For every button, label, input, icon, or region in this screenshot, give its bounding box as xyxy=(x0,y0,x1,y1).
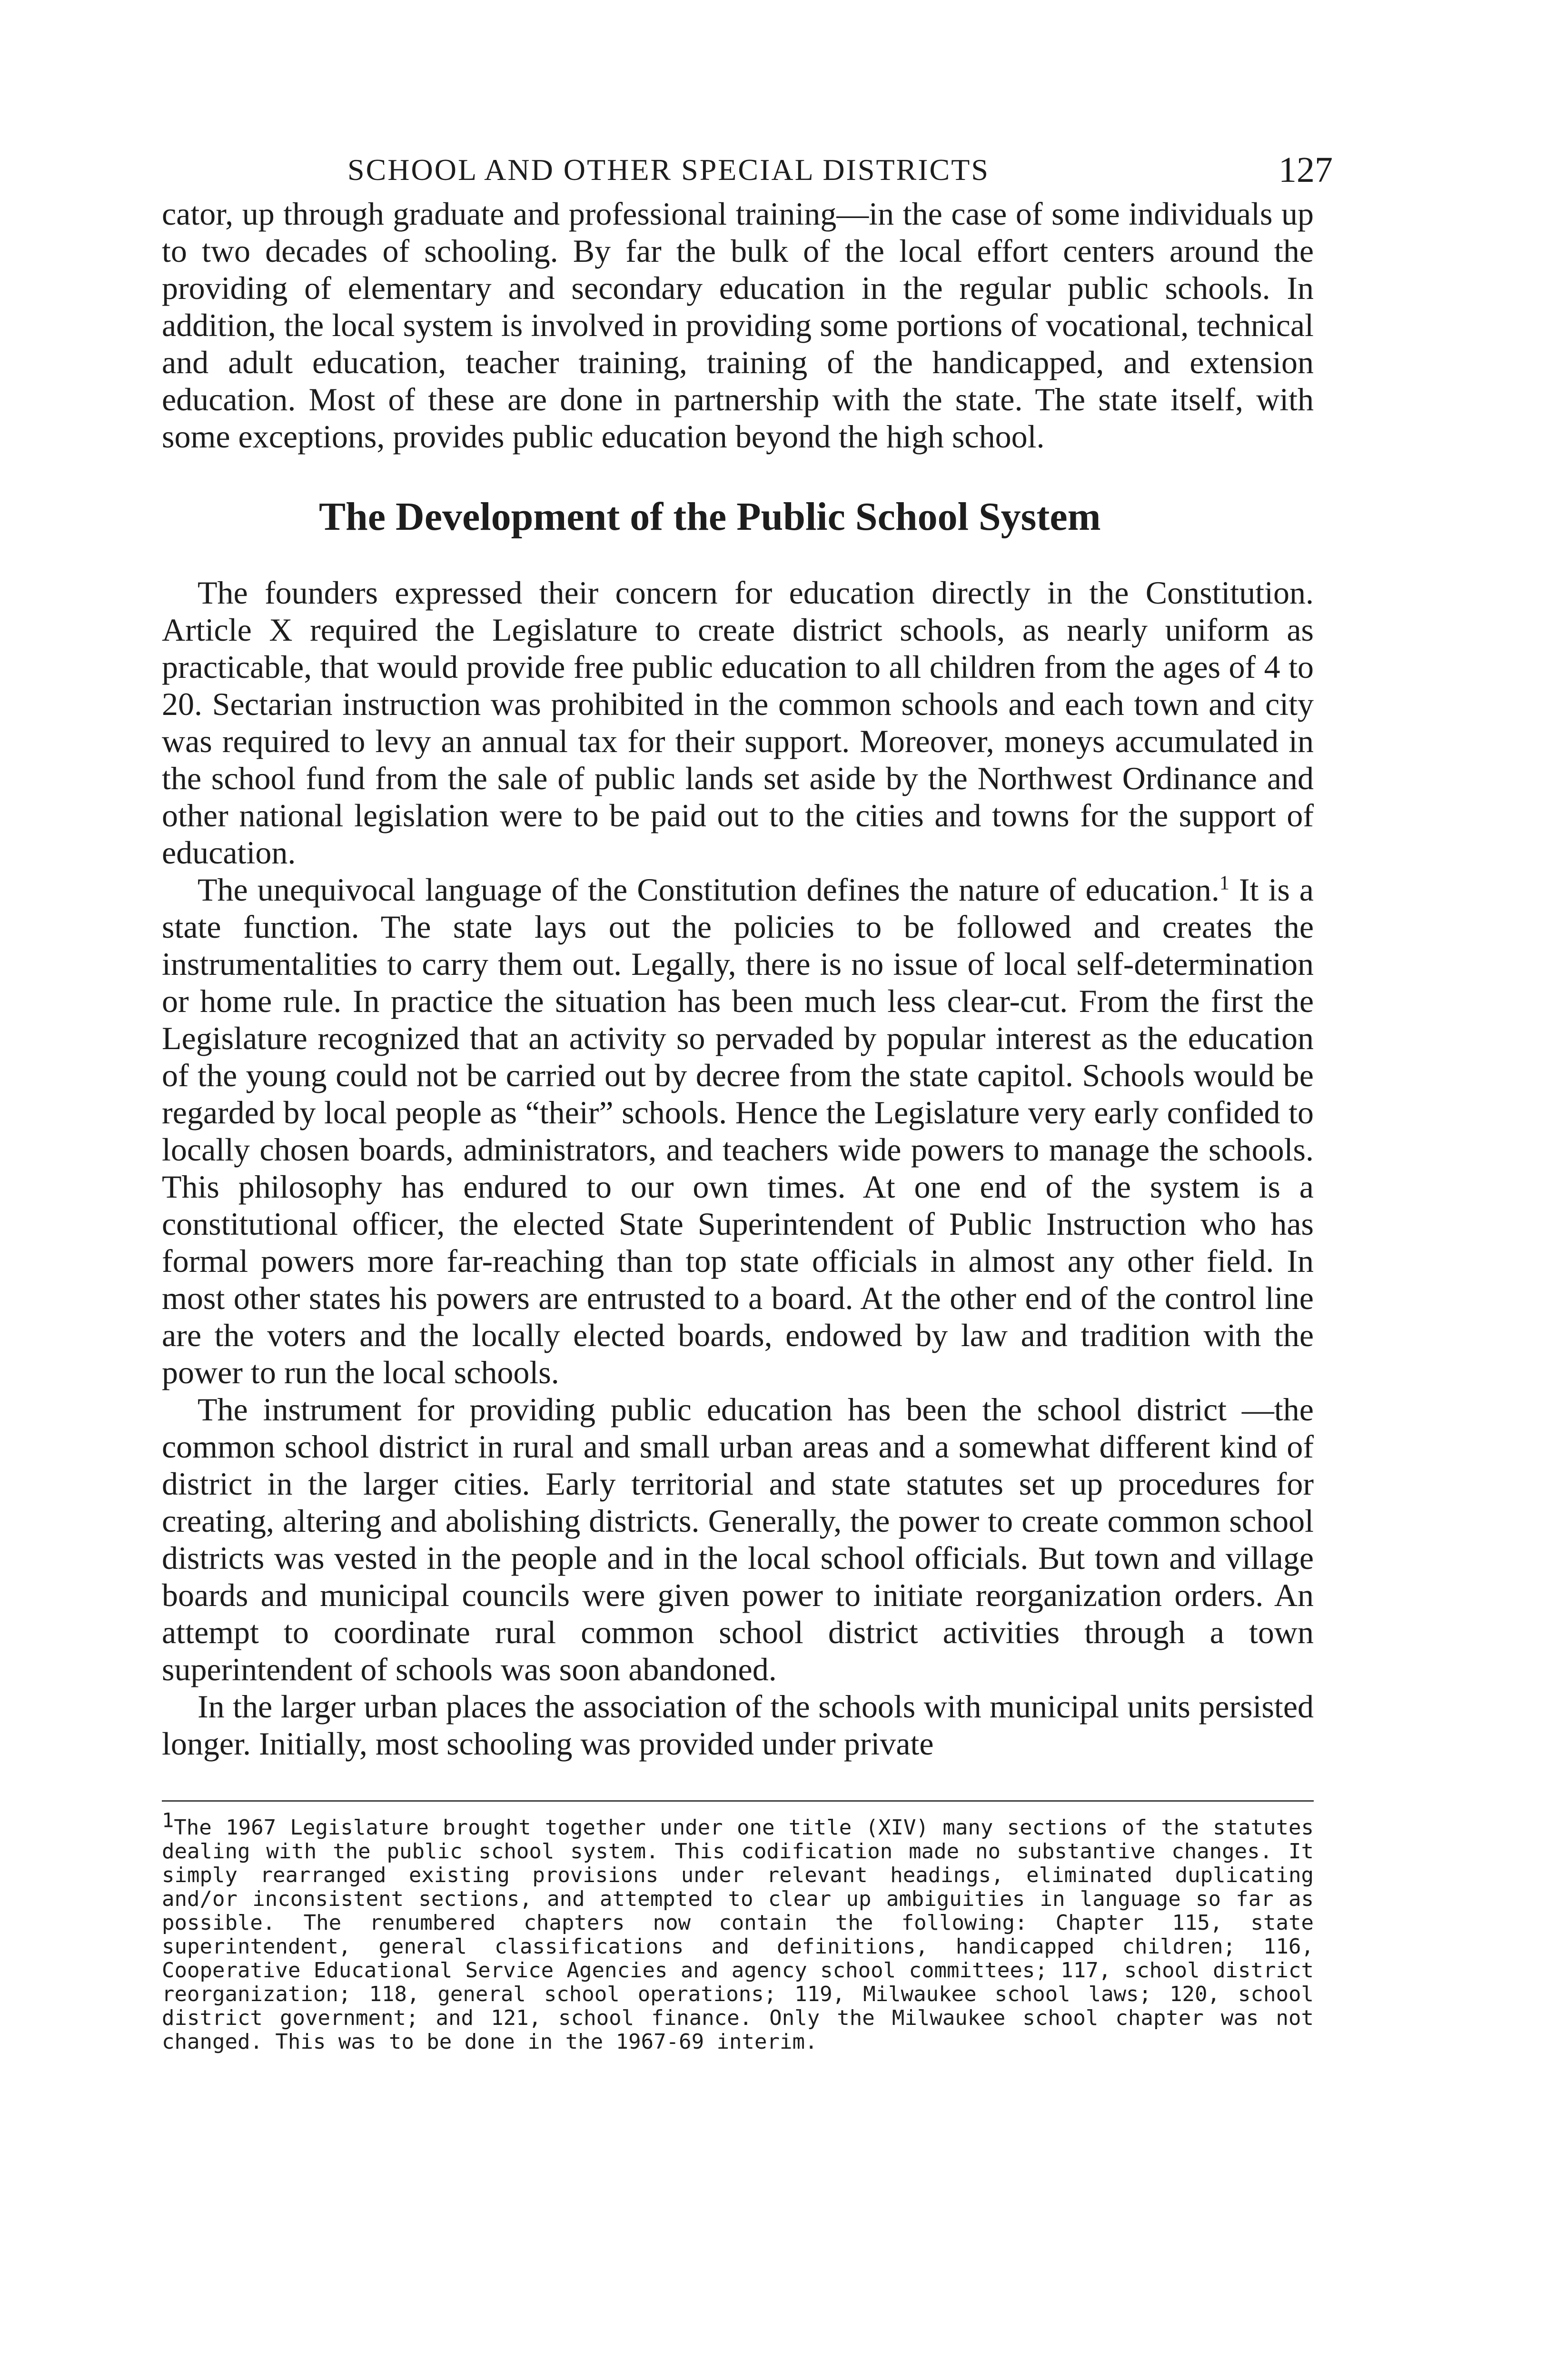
section-paragraph-3: The instrument for providing public education has been the school district —the common school district in rural and small urban areas and a somewhat different kind of district in the larger cities. Early territorial and state statutes set up procedures for creating, altering and abolishing districts. Generally, the power to create common school districts was vested in the people and in the local school officials. But town and village boards and municipal councils were given power to initiate reorganization orders. An attempt to coordinate rural common school district activities through a town superintendent of schools was soon abandoned. xyxy=(162,1391,1314,1687)
footnote-marker: 1 xyxy=(162,1808,174,1832)
footnote xyxy=(162,1808,1314,2054)
book-page xyxy=(162,143,1333,2054)
section-paragraph-1: The founders expressed their concern for education directly in the Constitution. Article X required the Legislature to create district schools, as nearly uniform as practicable, that would provide free public education to all children from the ages of 4 to 20. Sectarian instruction was prohibited in the common schools and each town and city was required to levy an annual tax for their support. Moreover, moneys accumulated in the school fund from the sale of public lands set aside by the Northwest Ordinance and other national legislation were to be paid out to the cities and towns for the support of education. xyxy=(162,575,1314,871)
section-heading: The Development of the Public School System xyxy=(319,495,1101,539)
footnote-reference: 1 xyxy=(1219,872,1229,894)
body-text xyxy=(162,195,1314,1762)
running-title: SCHOOL AND OTHER SPECIAL DISTRICTS xyxy=(347,153,990,187)
intro-paragraph: cator, up through graduate and professional training—in the case of some individuals up to two decades of schooling. By far the bulk of the local effort centers around the providing of elementary and secondary education in the regular public schools. In addition, the local system is involved in providing some portions of vocational, technical and adult education, teacher training, training of the handicapped, and extension education. Most of these are done in partnership with the state. The state itself, with some exceptions, provides public education beyond the high school. xyxy=(162,196,1314,455)
footnote-text: The 1967 Legislature brought together under one title (XIV) many sections of the statutes dealing with the public school system. This codification made no substantive changes. It simply rearranged existing provisions under relevant headings, eliminated duplicating and/or inconsistent sections, and attempted to clear up ambiguities in language so far as possible. The renumbered chapters now contain the following: Chapter 115, state superintendent, general classifications and definitions, handicapped children; 116, Cooperative Educational Service Agencies and agency school committees; 117, school district reorganization; 118, general school operations; 119, Milwaukee school laws; 120, school district government; and 121, school finance. Only the Milwaukee school chapter was not changed. This was to be done in the 1967-69 interim. xyxy=(162,1815,1314,2054)
page-number: 127 xyxy=(1278,150,1333,190)
footnote-rule xyxy=(162,1800,1314,1802)
section-paragraph-2 xyxy=(162,871,1314,1391)
paragraph-2-text-start: The unequivocal language of the Constitution defines the nature of education. xyxy=(198,872,1219,908)
section-paragraph-4: In the larger urban places the association of the schools with municipal units persisted longer. Initially, most schooling was provided under private xyxy=(162,1688,1314,1762)
running-head xyxy=(162,143,1333,195)
paragraph-2-text-end: It is a state function. The state lays out the policies to be followed and creates the instrumentalities to carry them out. Legally, there is no issue of local self-determination or home rule. In practice the situation has been much less clear-cut. From the first the Legislature recognized that an activity so pervaded by popular interest as the education of the young could not be carried out by decree from the state capitol. Schools would be regarded by local people as “their” schools. Hence the Legislature very early confided to locally chosen boards, administrators, and teachers wide powers to manage the schools. This philosophy has endured to our own times. At one end of the system is a constitutional officer, the elected State Superintendent of Public Instruction who has formal powers more far-reaching than top state officials in almost any other field. In most other states his powers are entrusted to a board. At the other end of the control line are the voters and the locally elected boards, endowed by law and tradition with the power to run the local schools. xyxy=(162,872,1314,1390)
